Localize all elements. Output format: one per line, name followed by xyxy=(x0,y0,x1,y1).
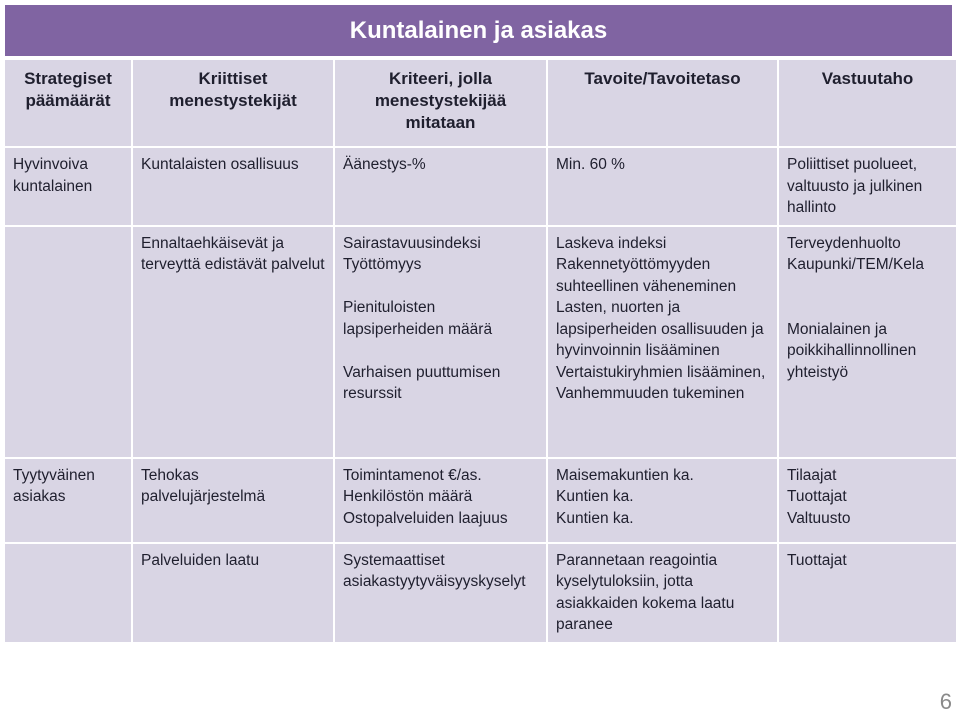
goal-cell: Hyvinvoiva kuntalainen xyxy=(5,148,131,225)
strategy-table xyxy=(3,58,958,644)
table-row xyxy=(5,227,956,457)
criterion-cell: Toimintamenot €/as. Henkilöstön määrä Ostopalveluiden laajuus xyxy=(335,459,546,542)
target-cell: Laskeva indeksi Rakennetyöttömyyden suhteellinen väheneminen Lasten, nuorten ja lapsiperheiden osallisuuden ja hyvinvoinnin lisääminen Vertaistukiryhmien lisääminen, Vanhemmuuden tukeminen xyxy=(548,227,777,457)
factor-cell: Ennaltaehkäisevät ja terveyttä edistävät palvelut xyxy=(133,227,333,457)
header-critical-factors: Kriittiset menestystekijät xyxy=(133,60,333,146)
target-cell: Maisemakuntien ka. Kuntien ka. Kuntien ka. xyxy=(548,459,777,542)
header-target: Tavoite/Tavoitetaso xyxy=(548,60,777,146)
factor-cell: Kuntalaisten osallisuus xyxy=(133,148,333,225)
criterion-cell: Systemaattiset asiakastyytyväisyyskyselyt xyxy=(335,544,546,642)
goal-cell: Tyytyväinen asiakas xyxy=(5,459,131,542)
responsible-cell: Tuottajat xyxy=(779,544,956,642)
table-row xyxy=(5,544,956,642)
header-responsible: Vastuutaho xyxy=(779,60,956,146)
target-cell: Parannetaan reagointia kyselytuloksiin, jotta asiakkaiden kokema laatu paranee xyxy=(548,544,777,642)
header-criteria: Kriteeri, jolla menestystekijää mitataan xyxy=(335,60,546,146)
target-cell: Min. 60 % xyxy=(548,148,777,225)
table-row xyxy=(5,459,956,542)
header-strategic-goals: Strategiset päämäärät xyxy=(5,60,131,146)
goal-cell xyxy=(5,227,131,457)
table-header-row xyxy=(5,60,956,146)
factor-cell: Tehokas palvelujärjestelmä xyxy=(133,459,333,542)
responsible-cell: Tilaajat Tuottajat Valtuusto xyxy=(779,459,956,542)
criterion-cell: Äänestys-% xyxy=(335,148,546,225)
criterion-cell: Sairastavuusindeksi Työttömyys Pienituloisten lapsiperheiden määrä Varhaisen puuttumisen resurssit xyxy=(335,227,546,457)
factor-cell: Palveluiden laatu xyxy=(133,544,333,642)
slide-number: 6 xyxy=(939,689,952,714)
slide-title: Kuntalainen ja asiakas xyxy=(5,5,952,56)
responsible-cell: Terveydenhuolto Kaupunki/TEM/Kela Monialainen ja poikkihallinnollinen yhteistyö xyxy=(779,227,956,457)
responsible-cell: Poliittiset puolueet, valtuusto ja julkinen hallinto xyxy=(779,148,956,225)
table-row xyxy=(5,148,956,225)
goal-cell xyxy=(5,544,131,642)
